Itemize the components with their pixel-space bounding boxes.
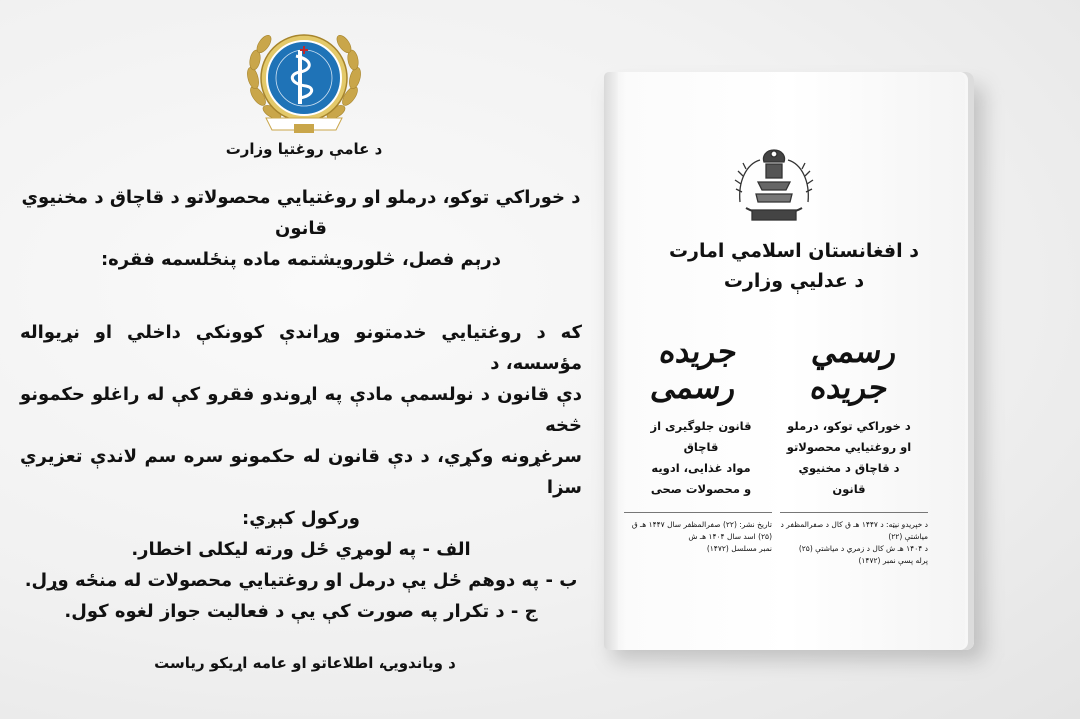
law-name-line: مواد غذايی، ادويه	[651, 461, 751, 475]
meta-line: نمبر مسلسل (۱۴۷۲)	[706, 544, 772, 553]
body-line: ورکول کېږي:	[242, 508, 360, 529]
body-line: سرغړونه وکړي، د دې قانون له حکمونو سره سم لاندې تعزيري سزا	[20, 446, 582, 498]
publication-info-dari	[624, 512, 772, 555]
meta-line: پرله پسې نمبر (۱۴۷۲)	[858, 556, 928, 565]
penalty-item-a: الف - په لومړي ځل ورته ليکلی اخطار.	[131, 539, 471, 560]
meta-line: د خپريدو نيټه: د ۱۴۴۷ هـ ق کال د صفرالمظفر د مياشتې (۲۲)	[780, 520, 928, 541]
law-name-pashto	[784, 416, 914, 500]
chapter-heading: درېم فصل، څلورويشتمه ماده پنځلسمه فقره:	[100, 249, 502, 270]
official-gazette-book	[604, 72, 974, 650]
book-title-line: د افغانستان اسلامي امارت	[668, 240, 920, 262]
law-name-dari	[636, 416, 766, 500]
publication-info-pashto	[780, 512, 928, 567]
meta-line: تاريخ نشر: (۲۲) صفرالمظفر سال ۱۴۴۷ هـ ق	[631, 520, 772, 529]
law-name-line: او روغتيايي محصولاتو	[786, 440, 912, 454]
law-title: د خوراکي توکو، درملو او روغتيايي محصولاتو د قاچاق د مخنيوي قانون	[21, 187, 581, 239]
emirate-emblem-icon	[726, 142, 822, 228]
ministry-logo	[244, 26, 364, 136]
penalty-item-b: ب - په دوهم ځل يې درمل او روغتيايي محصولات له منځه وړل.	[24, 570, 578, 591]
ministry-name: د عامې روغتيا وزارت	[225, 140, 383, 158]
law-name-line: د خوراکي توکو، درملو	[787, 419, 911, 433]
article-text	[20, 182, 582, 627]
footer-department: د وياندويۍ، اطلاعاتو او عامه اړيکو رياست	[154, 654, 456, 672]
law-name-line: د قاچاق د مخنيوي قانون	[798, 461, 900, 496]
law-name-line: قانون جلوگيری از قاچاق	[650, 419, 752, 454]
meta-line: د ۱۴۰۴ هـ ش کال د زمري د مياشتې (۲۵)	[798, 544, 928, 553]
penalty-item-c: ج - د تکرار په صورت کې يې د فعاليت جواز لغوه کول.	[64, 601, 538, 622]
body-line: که د روغتيايي خدمتونو وړاندې کوونکې داخلي او نړيواله مؤسسه، د	[20, 322, 582, 374]
body-line: دې قانون د نولسمې مادې په اړوندو فقرو کې له راغلو حکمونو څخه	[20, 384, 582, 436]
gazette-calligraphy-dari: جريده رسمی	[648, 334, 740, 406]
law-name-line: و محصولات صحی	[650, 482, 752, 496]
gazette-calligraphy-pashto: رسمي جريده	[808, 334, 900, 406]
book-title	[664, 236, 924, 296]
book-title-line: د عدلیې وزارت	[723, 270, 865, 292]
meta-line: (۲۵) اسد سال ۱۴۰۴ هـ ش	[688, 532, 772, 541]
